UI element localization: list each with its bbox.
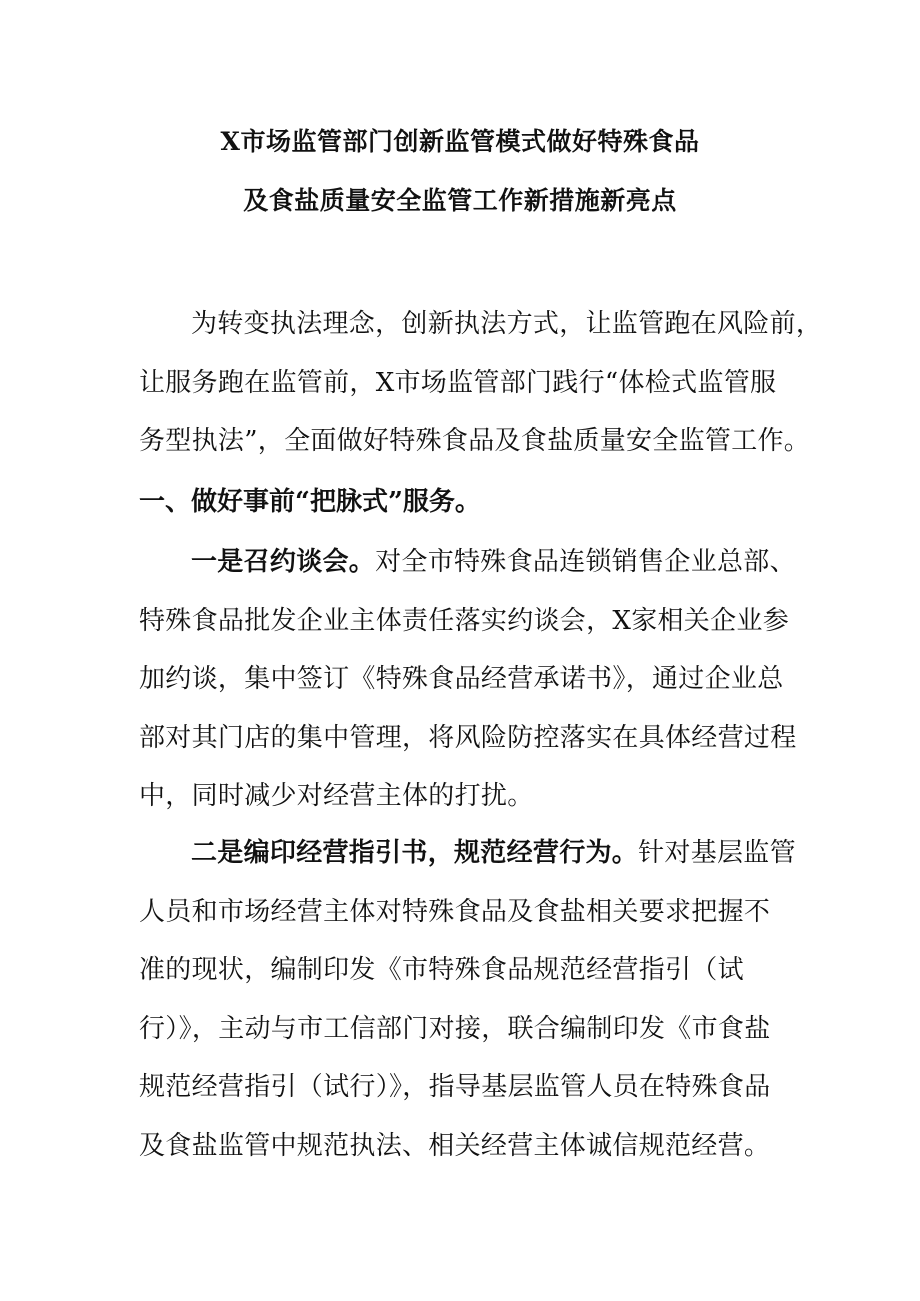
item-2-first-line-rest: 针对基层监管	[638, 838, 796, 868]
item-1-first-line-rest: 对全市特殊食品连锁销售企业总部、	[375, 547, 796, 577]
title-line-2: 及食盐质量安全监管工作新措施新亮点	[243, 186, 677, 215]
item-2-paragraph	[139, 824, 796, 1175]
item-2-line: 行）》，主动与市工信部门对接，联合编制印发《市食盐	[139, 1013, 771, 1044]
intro-line: 务型执法”，全面做好特殊食品及食盐质量安全监管工作。	[139, 426, 811, 456]
item-1-paragraph	[139, 533, 797, 826]
item-2-line: 准的现状，编制印发《市特殊食品规范经营指引（试	[139, 955, 744, 985]
item-1-line: 特殊食品批发企业主体责任落实约谈会，X家相关企业参	[139, 605, 790, 636]
item-2-line: 及食盐监管中规范执法、相关经营主体诚信规范经营。	[139, 1130, 771, 1161]
intro-line: 让服务跑在监管前，X市场监管部门践行“体检式监管服	[139, 367, 777, 398]
item-2-lead: 二是编印经营指引书，规范经营行为。	[191, 838, 639, 868]
item-2-first-line	[139, 824, 796, 883]
item-1-line: 部对其门店的集中管理，将风险防控落实在具体经营过程	[139, 722, 797, 753]
item-2-line: 规范经营指引（试行）》，指导基层监管人员在特殊食品	[139, 1072, 771, 1102]
intro-line: 为转变执法理念，创新执法方式，让监管跑在风险前，	[191, 309, 823, 339]
item-1-line: 加约谈，集中签订《特殊食品经营承诺书》，通过企业总	[139, 664, 784, 694]
section-1-heading: 一、做好事前“把脉式”服务。	[139, 487, 481, 517]
item-1-first-line	[139, 533, 796, 592]
title-line-1: X市场监管部门创新监管模式做好特殊食品	[220, 127, 700, 156]
item-2-line: 人员和市场经营主体对特殊食品及食盐相关要求把握不	[139, 896, 771, 927]
item-1-line: 中，同时减少对经营主体的打扰。	[139, 781, 534, 811]
intro-paragraph	[139, 295, 823, 471]
item-1-lead: 一是召约谈会。	[191, 547, 376, 577]
